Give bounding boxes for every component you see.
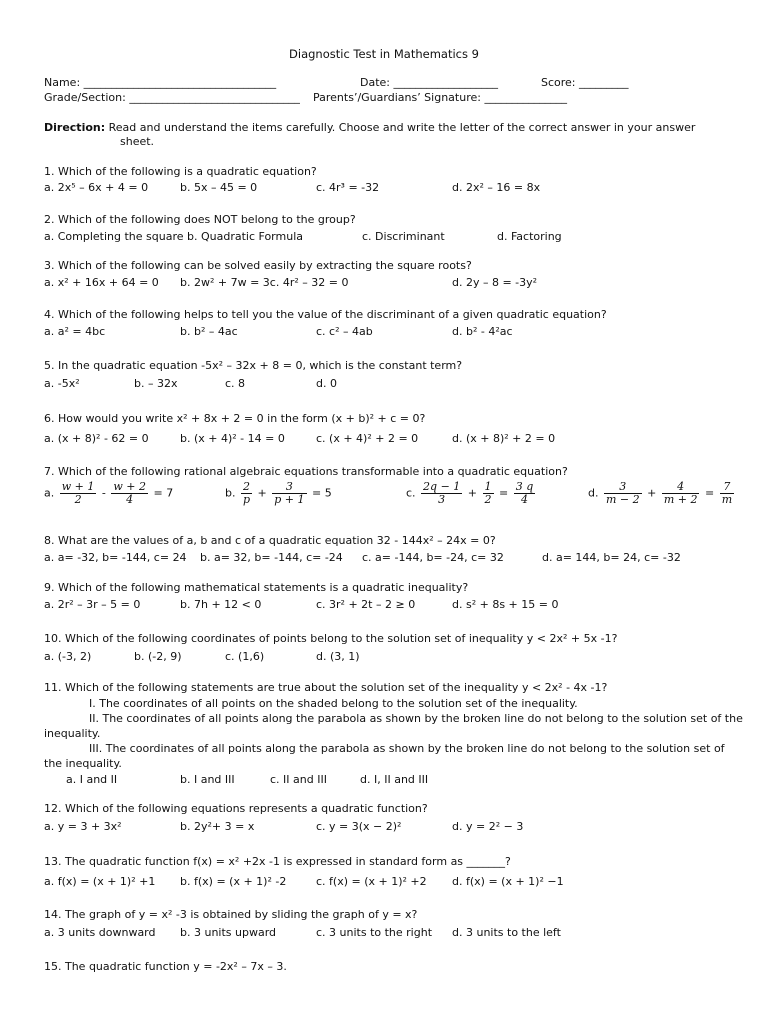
q7-d-fraction-1 — [604, 481, 642, 506]
q7-c-operator: + — [467, 486, 478, 500]
q11-option-a: a. I and II — [66, 773, 118, 786]
q3-option-b-c: b. 2w² + 7w = 3c. 4r² – 32 = 0 — [180, 276, 349, 289]
q7-a-num-2: w + 2 — [113, 480, 146, 493]
q7-d-num-1: 3 — [604, 481, 642, 494]
q7-option-d — [588, 481, 736, 506]
question-13: 13. The quadratic function f(x) = x² +2x -1 is expressed in standard form as _______? — [44, 855, 511, 868]
q13-option-d: d. f(x) = (x + 1)² −1 — [452, 875, 564, 888]
q10-option-b: b. (-2, 9) — [134, 650, 182, 663]
q8-option-b: b. a= 32, b= -144, c= -24 — [200, 551, 343, 564]
q8-option-d: d. a= 144, b= 24, c= -32 — [542, 551, 681, 564]
q7-a-operator: - — [101, 486, 106, 500]
q7-b-fraction-1 — [241, 481, 252, 506]
q7-option-c — [406, 481, 537, 506]
q2-option-c: c. Discriminant — [362, 230, 445, 243]
q2-option-d: d. Factoring — [497, 230, 562, 243]
q1-option-c: c. 4r³ = -32 — [316, 181, 380, 194]
q10-option-d: d. (3, 1) — [316, 650, 360, 663]
q7-d-den-3: m — [721, 493, 733, 507]
q7-b-num-1: 2 — [241, 481, 252, 494]
question-3: 3. Which of the following can be solved easily by extracting the square roots? — [44, 259, 472, 272]
q13-option-a: a. f(x) = (x + 1)² +1 — [44, 875, 156, 888]
q14-option-d: d. 3 units to the left — [452, 926, 561, 939]
q10-option-c: c. (1,6) — [225, 650, 265, 663]
q13-option-b: b. f(x) = (x + 1)² -2 — [180, 875, 287, 888]
q2-option-a-b: a. Completing the square b. Quadratic Formula — [44, 230, 303, 243]
q8-option-c: c. a= -144, b= -24, c= 32 — [362, 551, 504, 564]
question-7: 7. Which of the following rational algebraic equations transformable into a quadratic equation? — [44, 465, 568, 478]
q4-option-a: a. a² = 4bc — [44, 325, 106, 338]
signature-field: Parents’/Guardians’ Signature: _______________ — [313, 91, 567, 104]
score-field: Score: _________ — [541, 76, 629, 89]
q7-c-fraction-2 — [483, 481, 494, 506]
question-6: 6. How would you write x² + 8x + 2 = 0 in the form (x + b)² + c = 0? — [44, 412, 426, 425]
q6-option-a: a. (x + 8)² - 62 = 0 — [44, 432, 149, 445]
q4-option-c: c. c² – 4ab — [316, 325, 373, 338]
direction-text-cont: sheet. — [120, 135, 155, 148]
q7-d-fraction-3 — [720, 481, 734, 506]
q7-c-fraction-1 — [421, 481, 462, 506]
q7-a-label: a. — [44, 486, 55, 500]
q10-option-a: a. (-3, 2) — [44, 650, 92, 663]
q4-option-d: d. b² - 4²ac — [452, 325, 513, 338]
question-15: 15. The quadratic function y = -2x² – 7x – 3. — [44, 960, 287, 973]
q5-option-d: d. 0 — [316, 377, 337, 390]
q7-c-den-3: 4 — [521, 493, 528, 507]
q12-option-c: c. y = 3(x − 2)² — [316, 820, 402, 833]
q7-a-rhs: = 7 — [153, 486, 174, 500]
q6-option-b: b. (x + 4)² - 14 = 0 — [180, 432, 285, 445]
q11-statement-1: I. The coordinates of all points on the shaded belong to the solution set of the inequality. — [89, 697, 578, 710]
q7-b-den-2: p + 1 — [274, 493, 305, 507]
q7-b-num-2: 3 — [272, 481, 306, 494]
q9-option-c: c. 3r² + 2t – 2 ≥ 0 — [316, 598, 416, 611]
q7-c-den-2: 2 — [484, 493, 492, 507]
q5-option-a: a. -5x² — [44, 377, 80, 390]
q3-option-d: d. 2y – 8 = -3y² — [452, 276, 538, 289]
q7-option-b — [225, 481, 332, 506]
q1-option-d: d. 2x² – 16 = 8x — [452, 181, 541, 194]
q1-option-b: b. 5x – 45 = 0 — [180, 181, 258, 194]
q11-option-c: c. II and III — [270, 773, 327, 786]
q1-option-a: a. 2x⁵ – 6x + 4 = 0 — [44, 181, 149, 194]
q6-option-c: c. (x + 4)² + 2 = 0 — [316, 432, 419, 445]
q7-c-fraction-3 — [514, 481, 536, 506]
q7-c-equals: = — [499, 486, 509, 500]
q7-d-fraction-2 — [662, 481, 700, 506]
q7-d-label: d. — [588, 486, 599, 500]
q7-b-fraction-2 — [272, 481, 306, 506]
q7-d-num-2: 4 — [662, 481, 700, 494]
q14-option-b: b. 3 units upward — [180, 926, 277, 939]
question-1: 1. Which of the following is a quadratic equation? — [44, 165, 317, 178]
q12-option-d: d. y = 2² − 3 — [452, 820, 524, 833]
q7-a-den-1: 2 — [74, 493, 82, 507]
q11-statement-3: III. The coordinates of all points along the parabola as shown by the broken line do not belong to the solution set of — [89, 742, 725, 755]
q11-statement-2-cont: inequality. — [44, 727, 101, 740]
question-4: 4. Which of the following helps to tell you the value of the discriminant of a given quadratic equation? — [44, 308, 607, 321]
q7-d-den-2: m + 2 — [663, 493, 698, 507]
name-field: Name: ___________________________________ — [44, 76, 277, 89]
q7-c-num-3: 3 q — [515, 480, 534, 493]
q11-option-d: d. I, II and III — [360, 773, 429, 786]
q9-option-a: a. 2r² – 3r – 5 = 0 — [44, 598, 141, 611]
q7-d-num-3: 7 — [720, 481, 734, 494]
q5-option-c: c. 8 — [225, 377, 246, 390]
q14-option-a: a. 3 units downward — [44, 926, 156, 939]
q7-b-den-1: p — [242, 493, 251, 507]
q3-option-a: a. x² + 16x + 64 = 0 — [44, 276, 159, 289]
q7-b-operator: + — [257, 486, 267, 500]
question-5: 5. In the quadratic equation -5x² – 32x + 8 = 0, which is the constant term? — [44, 359, 463, 372]
q8-option-a: a. a= -32, b= -144, c= 24 — [44, 551, 187, 564]
question-10: 10. Which of the following coordinates of points belong to the solution set of inequality y < 2x² + 5x -1? — [44, 632, 618, 645]
q7-b-label: b. — [225, 486, 236, 500]
q7-c-num-1: 2q − 1 — [423, 480, 461, 493]
q12-option-a: a. y = 3 + 3x² — [44, 820, 122, 833]
question-12: 12. Which of the following equations represents a quadratic function? — [44, 802, 428, 815]
q11-option-b: b. I and III — [180, 773, 235, 786]
q7-option-a — [44, 481, 173, 506]
direction-label: Direction: — [44, 121, 106, 134]
q7-b-rhs: = 5 — [312, 486, 332, 500]
question-2: 2. Which of the following does NOT belong to the group? — [44, 213, 356, 226]
date-field: Date: ___________________ — [360, 76, 498, 89]
question-9: 9. Which of the following mathematical statements is a quadratic inequality? — [44, 581, 469, 594]
q7-a-den-2: 4 — [126, 493, 134, 507]
q7-d-operator: + — [647, 486, 657, 500]
q5-option-b: b. – 32x — [134, 377, 178, 390]
q9-option-d: d. s² + 8s + 15 = 0 — [452, 598, 559, 611]
direction-text: Read and understand the items carefully. Choose and write the letter of the correct answer in your answer — [105, 121, 696, 134]
q11-statement-3-cont: the inequality. — [44, 757, 122, 770]
direction-line — [44, 121, 695, 134]
q12-option-b: b. 2y²+ 3 = x — [180, 820, 255, 833]
q6-option-d: d. (x + 8)² + 2 = 0 — [452, 432, 556, 445]
q13-option-c: c. f(x) = (x + 1)² +2 — [316, 875, 427, 888]
q7-a-fraction-1 — [60, 481, 97, 506]
q4-option-b: b. b² – 4ac — [180, 325, 238, 338]
question-11: 11. Which of the following statements are true about the solution set of the inequality y < 2x² - 4x -1? — [44, 681, 608, 694]
q9-option-b: b. 7h + 12 < 0 — [180, 598, 262, 611]
q7-c-num-2: 1 — [484, 480, 492, 493]
q7-c-label: c. — [406, 486, 416, 500]
document-title: Diagnostic Test in Mathematics 9 — [289, 47, 479, 61]
grade-section-field: Grade/Section: _______________________________ — [44, 91, 300, 104]
q7-c-den-1: 3 — [438, 493, 446, 507]
q7-a-fraction-2 — [111, 481, 148, 506]
q7-a-num-1: w + 1 — [61, 480, 95, 493]
q11-statement-2: II. The coordinates of all points along the parabola as shown by the broken line do not belong to the solution set of the — [89, 712, 743, 725]
question-8: 8. What are the values of a, b and c of a quadratic equation 32 - 144x² – 24x = 0? — [44, 534, 496, 547]
question-14: 14. The graph of y = x² -3 is obtained by sliding the graph of y = x? — [44, 908, 418, 921]
q14-option-c: c. 3 units to the right — [316, 926, 433, 939]
q7-d-equals: = — [704, 486, 715, 500]
q7-d-den-1: m − 2 — [605, 493, 640, 507]
